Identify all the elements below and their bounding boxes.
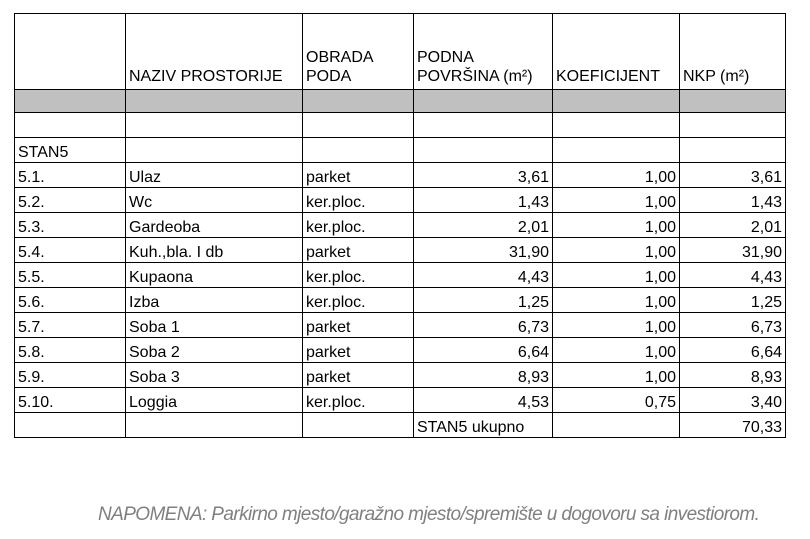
coefficient: 1,00 — [553, 263, 680, 288]
room-name: Kupaona — [126, 263, 303, 288]
total-value: 70,33 — [680, 413, 786, 438]
floor-area: 4,43 — [414, 263, 553, 288]
coefficient: 1,00 — [553, 288, 680, 313]
room-id: 5.7. — [15, 313, 126, 338]
floor-area: 4,53 — [414, 388, 553, 413]
floor-area: 1,25 — [414, 288, 553, 313]
room-name: Wc — [126, 188, 303, 213]
blank-row — [15, 113, 786, 138]
floor-finish: ker.ploc. — [303, 213, 414, 238]
section-label: STAN5 — [15, 138, 126, 163]
floor-finish: ker.ploc. — [303, 263, 414, 288]
floor-finish: parket — [303, 238, 414, 263]
header-cell-name: NAZIV PROSTORIJE — [126, 14, 303, 90]
room-id: 5.5. — [15, 263, 126, 288]
nkp-value: 31,90 — [680, 238, 786, 263]
room-name: Kuh.,bla. I db — [126, 238, 303, 263]
floor-finish: ker.ploc. — [303, 388, 414, 413]
gray-separator-row — [15, 90, 786, 113]
table-row — [15, 313, 786, 338]
header-cell-coef: KOEFICIJENT — [553, 14, 680, 90]
nkp-value: 1,25 — [680, 288, 786, 313]
room-id: 5.9. — [15, 363, 126, 388]
room-name: Soba 1 — [126, 313, 303, 338]
floor-finish: parket — [303, 313, 414, 338]
header-cell-nkp: NKP (m²) — [680, 14, 786, 90]
floor-area: 8,93 — [414, 363, 553, 388]
nkp-value: 3,61 — [680, 163, 786, 188]
nkp-value: 2,01 — [680, 213, 786, 238]
header-cell-id — [15, 14, 126, 90]
table-row — [15, 188, 786, 213]
room-name: Soba 3 — [126, 363, 303, 388]
header-cell-area: PODNA POVRŠINA (m²) — [414, 14, 553, 90]
floor-finish: ker.ploc. — [303, 288, 414, 313]
room-name: Soba 2 — [126, 338, 303, 363]
floor-finish: parket — [303, 363, 414, 388]
nkp-value: 1,43 — [680, 188, 786, 213]
room-id: 5.8. — [15, 338, 126, 363]
room-id: 5.4. — [15, 238, 126, 263]
room-id: 5.10. — [15, 388, 126, 413]
coefficient: 1,00 — [553, 188, 680, 213]
nkp-value: 6,64 — [680, 338, 786, 363]
header-row — [15, 14, 786, 90]
table-row — [15, 213, 786, 238]
room-name: Ulaz — [126, 163, 303, 188]
coefficient: 1,00 — [553, 363, 680, 388]
nkp-value: 4,43 — [680, 263, 786, 288]
floor-finish: ker.ploc. — [303, 188, 414, 213]
table-row — [15, 338, 786, 363]
coefficient: 1,00 — [553, 338, 680, 363]
nkp-value: 6,73 — [680, 313, 786, 338]
room-rows — [15, 163, 786, 413]
table-row — [15, 238, 786, 263]
room-id: 5.1. — [15, 163, 126, 188]
floor-area: 6,64 — [414, 338, 553, 363]
footnote: NAPOMENA: Parkirno mjesto/garažno mjesto/spremište u dogovoru sa investiorom. — [98, 504, 760, 525]
total-row — [15, 413, 786, 438]
coefficient: 1,00 — [553, 313, 680, 338]
nkp-value: 3,40 — [680, 388, 786, 413]
floor-area: 31,90 — [414, 238, 553, 263]
table-row — [15, 388, 786, 413]
coefficient: 1,00 — [553, 213, 680, 238]
floor-area: 3,61 — [414, 163, 553, 188]
floor-finish: parket — [303, 338, 414, 363]
table-row — [15, 163, 786, 188]
total-label: STAN5 ukupno — [414, 413, 553, 438]
coefficient: 1,00 — [553, 238, 680, 263]
room-name: Loggia — [126, 388, 303, 413]
section-row — [15, 138, 786, 163]
room-id: 5.6. — [15, 288, 126, 313]
floor-finish: parket — [303, 163, 414, 188]
table-row — [15, 288, 786, 313]
header-cell-floor: OBRADA PODA — [303, 14, 414, 90]
table-row — [15, 263, 786, 288]
nkp-value: 8,93 — [680, 363, 786, 388]
room-name: Gardeoba — [126, 213, 303, 238]
floor-area: 1,43 — [414, 188, 553, 213]
room-name: Izba — [126, 288, 303, 313]
floor-area: 2,01 — [414, 213, 553, 238]
coefficient: 1,00 — [553, 163, 680, 188]
floor-area: 6,73 — [414, 313, 553, 338]
room-id: 5.2. — [15, 188, 126, 213]
coefficient: 0,75 — [553, 388, 680, 413]
table-row — [15, 363, 786, 388]
room-area-table — [14, 13, 786, 438]
room-id: 5.3. — [15, 213, 126, 238]
